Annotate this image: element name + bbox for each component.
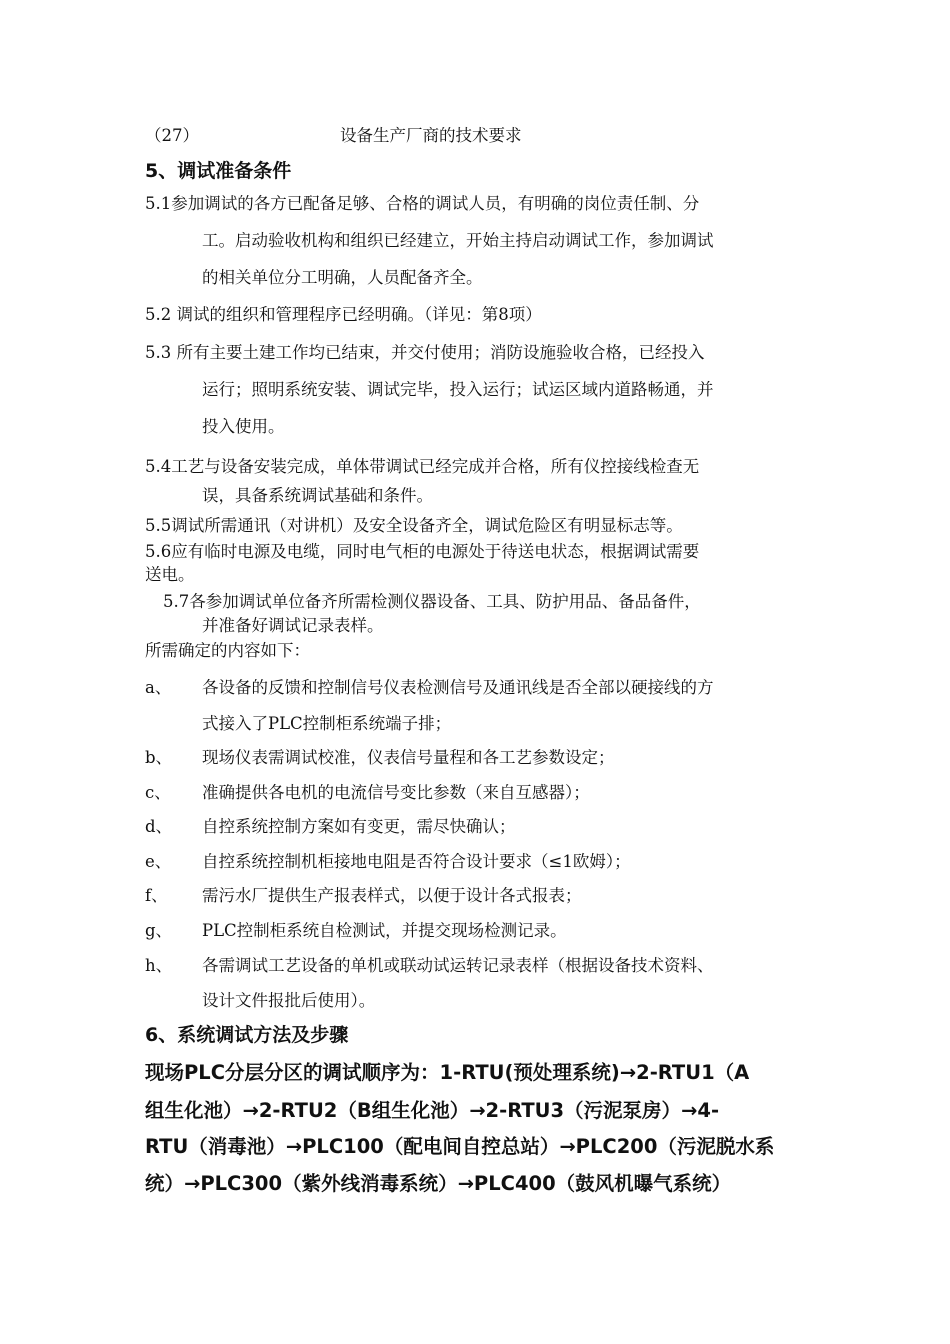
paragraph-5-2: 5.2 调试的组织和管理程序已经明确。（详见：第8项） <box>145 305 542 324</box>
section-5-heading: 5、调试准备条件 <box>145 160 292 182</box>
paragraph-5-1-line-3: 的相关单位分工明确，人员配备齐全。 <box>202 268 483 287</box>
item-h-line-1: 各需调试工艺设备的单机或联动试运转记录表样（根据设备技术资料、 <box>202 956 714 975</box>
sequence-line-1: 现场PLC分层分区的调试顺序为：1-RTU(预处理系统)→2-RTU1（A <box>145 1061 750 1084</box>
section-6-heading: 6、系统调试方法及步骤 <box>145 1024 349 1046</box>
item-a-line-2: 式接入了PLC控制柜系统端子排； <box>202 714 452 733</box>
confirm-intro: 所需确定的内容如下： <box>145 641 310 660</box>
paragraph-5-4-line-2: 误，具备系统调试基础和条件。 <box>202 486 433 505</box>
item-27-text: 设备生产厂商的技术要求 <box>340 126 522 145</box>
sequence-line-4: 统）→PLC300（紫外线消毒系统）→PLC400（鼓风机曝气系统） <box>145 1172 732 1195</box>
item-b-line-1: 现场仪表需调试校准，仪表信号量程和各工艺参数设定； <box>202 748 615 767</box>
item-a-letter: a、 <box>145 678 172 697</box>
paragraph-5-5: 5.5调试所需通讯（对讲机）及安全设备齐全，调试危险区有明显标志等。 <box>145 516 683 535</box>
item-h-line-2: 设计文件报批后使用）。 <box>202 991 376 1010</box>
item-g-line-1: PLC控制柜系统自检测试，并提交现场检测记录。 <box>202 921 567 940</box>
sequence-line-2: 组生化池）→2-RTU2（B组生化池）→2-RTU3（污泥泵房）→4- <box>145 1099 720 1122</box>
paragraph-5-4-line-1: 5.4工艺与设备安装完成，单体带调试已经完成并合格，所有仪控接线检查无 <box>145 457 700 476</box>
paragraph-5-7-line-2: 并准备好调试记录表样。 <box>202 616 384 635</box>
item-b-letter: b、 <box>145 748 173 767</box>
item-e-letter: e、 <box>145 852 172 871</box>
paragraph-5-1-line-1: 5.1参加调试的各方已配备足够、合格的调试人员，有明确的岗位责任制、分 <box>145 194 700 213</box>
paragraph-5-3-line-3: 投入使用。 <box>202 417 285 436</box>
item-h-letter: h、 <box>145 956 173 975</box>
item-d-line-1: 自控系统控制方案如有变更，需尽快确认； <box>202 817 516 836</box>
item-f-letter: f、 <box>145 886 168 905</box>
item-c-line-1: 准确提供各电机的电流信号变比参数（来自互感器）； <box>202 783 590 802</box>
paragraph-5-1-line-2: 工。启动验收机构和组织已经建立，开始主持启动调试工作，参加调试 <box>202 231 714 250</box>
paragraph-5-6-line-1: 5.6应有临时电源及电缆，同时电气柜的电源处于待送电状态，根据调试需要 <box>145 542 700 561</box>
paragraph-5-3-line-2: 运行；照明系统安装、调试完毕，投入运行；试运区域内道路畅通，并 <box>202 380 714 399</box>
item-27-number: （27） <box>145 126 199 145</box>
item-e-line-1: 自控系统控制机柜接地电阻是否符合设计要求（≤1欧姆）； <box>202 852 631 871</box>
item-d-letter: d、 <box>145 817 173 836</box>
item-f-line-1: 需污水厂提供生产报表样式，以便于设计各式报表； <box>202 886 582 905</box>
paragraph-5-7-line-1: 5.7各参加调试单位备齐所需检测仪器设备、工具、防护用品、备品备件， <box>163 592 701 611</box>
sequence-line-3: RTU（消毒池）→PLC100（配电间自控总站）→PLC200（污泥脱水系 <box>145 1135 775 1158</box>
item-c-letter: c、 <box>145 783 171 802</box>
paragraph-5-3-line-1: 5.3 所有主要土建工作均已结束，并交付使用；消防设施验收合格，已经投入 <box>145 343 705 362</box>
item-g-letter: g、 <box>145 921 173 940</box>
item-a-line-1: 各设备的反馈和控制信号仪表检测信号及通讯线是否全部以硬接线的方 <box>202 678 714 697</box>
paragraph-5-6-line-2: 送电。 <box>145 565 195 584</box>
